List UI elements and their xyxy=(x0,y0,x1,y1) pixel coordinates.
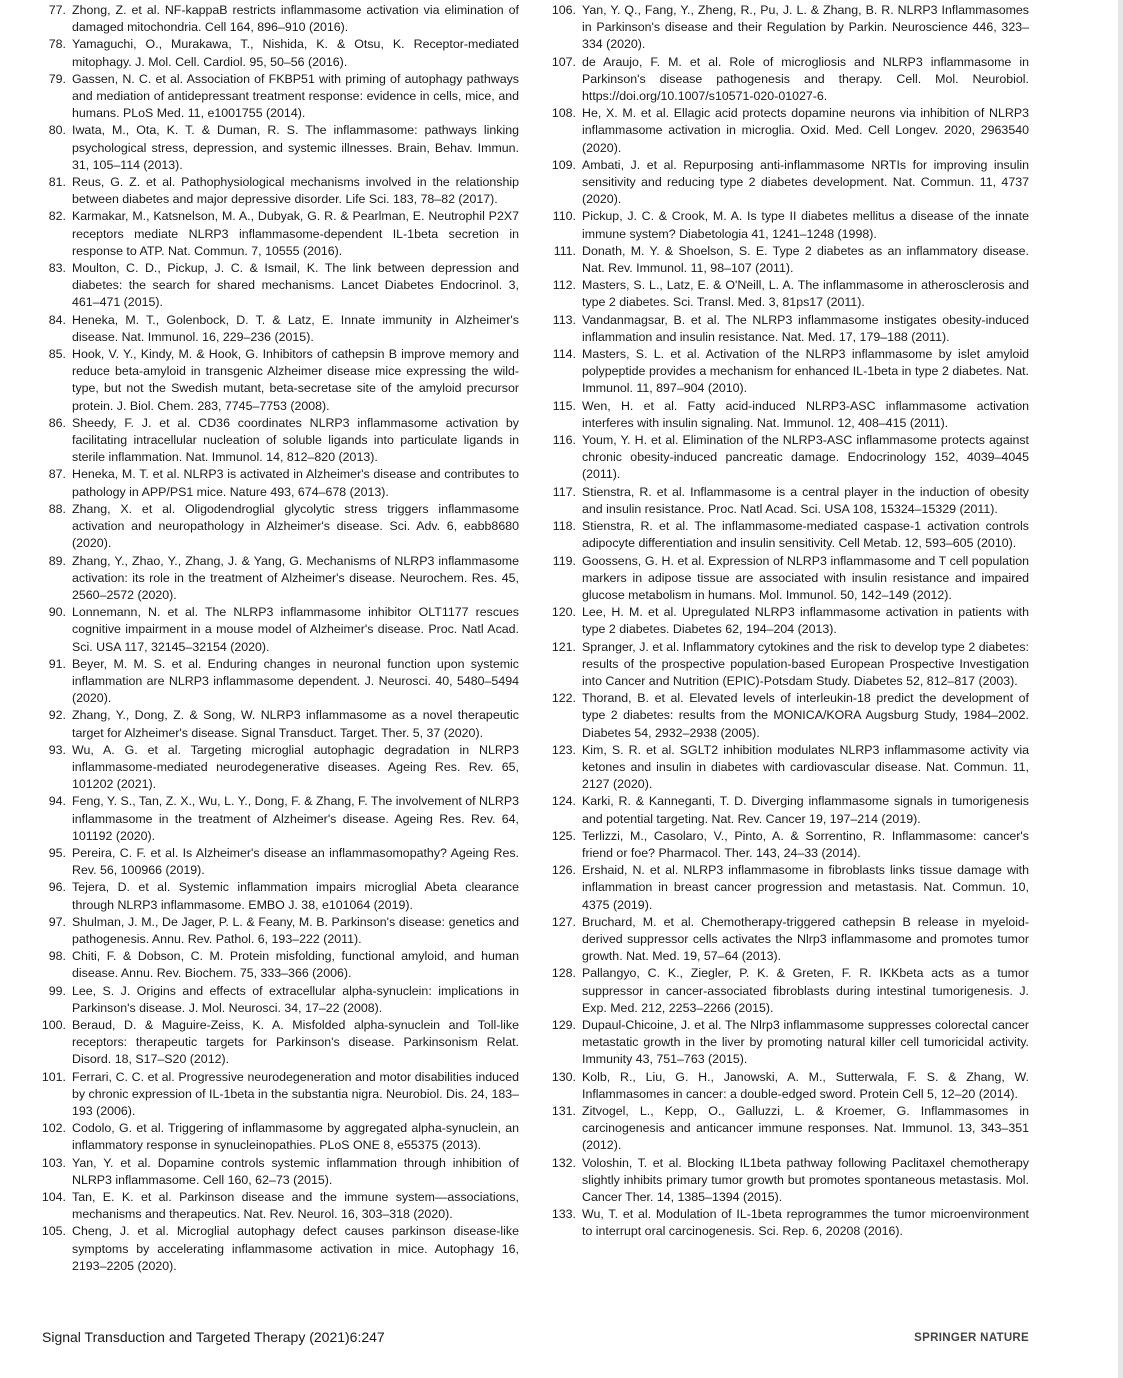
reference-number: 88. xyxy=(48,501,66,516)
reference-number: 120. xyxy=(551,605,576,620)
reference-item xyxy=(548,398,1029,432)
page-edge xyxy=(1118,0,1123,1378)
reference-number: 105. xyxy=(41,1224,66,1239)
reference-number: 100. xyxy=(41,1017,66,1032)
reference-text: Stienstra, R. et al. The inflammasome-mediated caspase-1 activation controls adipocyte differentiation and insulin sensitivity. Cell Metab. 12, 593–605 (2010). xyxy=(582,519,1029,551)
reference-number: 118. xyxy=(552,519,576,534)
reference-number: 113. xyxy=(552,312,576,327)
reference-text: Sheedy, F. J. et al. CD36 coordinates NLRP3 inflammasome activation by facilitating intracellular nucleation of soluble ligands into particulate ligands in sterile inflammation. Nat. Immunol. 14, 812–820 (2013). xyxy=(72,415,519,465)
reference-number: 85. xyxy=(48,347,66,362)
reference-text: Pickup, J. C. & Crook, M. A. Is type II diabetes mellitus a disease of the innate immune system? Diabetologia 41, 1241–1248 (1998). xyxy=(582,209,1029,241)
reference-item xyxy=(548,828,1029,862)
reference-number: 94. xyxy=(48,794,66,809)
reference-number: 106. xyxy=(551,3,576,17)
reference-text: Terlizzi, M., Casolaro, V., Pinto, A. & Sorrentino, R. Inflammasome: cancer's friend or foe? Pharmacol. Ther. 143, 24–33 (2014). xyxy=(582,828,1029,860)
reference-item xyxy=(38,793,519,845)
reference-number: 90. xyxy=(48,605,66,620)
reference-number: 104. xyxy=(41,1190,66,1205)
reference-number: 107. xyxy=(551,54,576,69)
reference-number: 84. xyxy=(48,312,66,327)
reference-text: Dupaul-Chicoine, J. et al. The Nlrp3 inflammasome suppresses colorectal cancer metastatic growth in the liver by promoting natural killer cell tumoricidal activity. Immunity 43, 751–763 (2015). xyxy=(582,1017,1029,1067)
reference-number: 98. xyxy=(48,949,66,964)
reference-number: 86. xyxy=(48,415,66,430)
reference-text: Heneka, M. T., Golenbock, D. T. & Latz, E. Innate immunity in Alzheimer's disease. Nat. Immunol. 16, 229–236 (2015). xyxy=(72,312,519,344)
reference-item xyxy=(38,845,519,879)
reference-text: Pallangyo, C. K., Ziegler, P. K. & Greten, F. R. IKKbeta acts as a tumor suppressor in cancer-associated fibroblasts during intestinal tumorigenesis. J. Exp. Med. 212, 2253–2266 (2015). xyxy=(582,966,1029,1015)
reference-text: Zhong, Z. et al. NF-kappaB restricts inflammasome activation via elimination of damaged mitochondria. Cell 164, 896–910 (2016). xyxy=(72,3,519,35)
reference-number: 95. xyxy=(48,845,66,860)
reference-text: Cheng, J. et al. Microglial autophagy defect causes parkinson disease-like symptoms by accelerating inflammasome activation in mice. Autophagy 16, 2193–2205 (2020). xyxy=(72,1224,519,1273)
reference-text: Kim, S. R. et al. SGLT2 inhibition modulates NLRP3 inflammasome activity via ketones and insulin in diabetes with cardiovascular disease. Nat. Commun. 11, 2127 (2020). xyxy=(582,742,1029,792)
reference-text: Tejera, D. et al. Systemic inflammation impairs microglial Abeta clearance through NLRP3 inflammasome. EMBO J. 38, e101064 (2019). xyxy=(72,880,519,912)
reference-item xyxy=(548,105,1029,157)
reference-text: Wu, T. et al. Modulation of IL-1beta reprogrammes the tumor microenvironment to interrupt oral carcinogenesis. Sci. Rep. 6, 20208 (2016). xyxy=(582,1207,1029,1239)
reference-item xyxy=(38,879,519,913)
reference-item xyxy=(38,1223,519,1275)
reference-item xyxy=(38,1017,519,1069)
reference-number: 109. xyxy=(551,157,576,172)
reference-item xyxy=(548,1155,1029,1207)
reference-item xyxy=(38,553,519,605)
reference-number: 112. xyxy=(552,278,576,293)
reference-item xyxy=(38,466,519,500)
reference-text: Vandanmagsar, B. et al. The NLRP3 inflammasome instigates obesity-induced inflammation and insulin resistance. Nat. Med. 17, 179–188 (2011). xyxy=(582,312,1029,344)
reference-text: Bruchard, M. et al. Chemotherapy-triggered cathepsin B release in myeloid-derived suppressor cells activates the Nlrp3 inflammasome and promotes tumor growth. Nat. Med. 19, 57–64 (2013). xyxy=(582,914,1029,964)
reference-text: Iwata, M., Ota, K. T. & Duman, R. S. The inflammasome: pathways linking psychological stress, depression, and systemic illnesses. Brain, Behav. Immun. 31, 105–114 (2013). xyxy=(72,123,519,172)
reference-number: 92. xyxy=(48,708,66,723)
reference-item xyxy=(38,415,519,467)
reference-item xyxy=(548,312,1029,346)
reference-text: Pereira, C. F. et al. Is Alzheimer's disease an inflammasomopathy? Ageing Res. Rev. 56, 100966 (2019). xyxy=(72,845,519,878)
reference-number: 110. xyxy=(552,209,576,224)
reference-text: Wen, H. et al. Fatty acid-induced NLRP3-ASC inflammasome activation interferes with insulin signaling. Nat. Immunol. 12, 408–415 (2011). xyxy=(582,398,1029,430)
reference-number: 87. xyxy=(48,467,66,482)
reference-text: Youm, Y. H. et al. Elimination of the NLRP3-ASC inflammasome protects against chronic obesity-induced pancreatic damage. Endocrinology 152, 4039–4045 (2011). xyxy=(582,433,1029,482)
reference-text: Hook, V. Y., Kindy, M. & Hook, G. Inhibitors of cathepsin B improve memory and reduce beta-amyloid in transgenic Alzheimer disease mice expressing the wild-type, but not the Swedish mutant, beta-secretase site of the amyloid precursor protein. J. Biol. Chem. 283, 7745–7753 (2008). xyxy=(72,347,519,413)
reference-number: 116. xyxy=(552,433,576,448)
reference-number: 82. xyxy=(48,209,66,224)
reference-number: 123. xyxy=(551,742,576,757)
reference-text: Stienstra, R. et al. Inflammasome is a central player in the induction of obesity and insulin resistance. Proc. Natl Acad. Sci. USA 108, 15324–15329 (2011). xyxy=(582,484,1029,516)
reference-text: Donath, M. Y. & Shoelson, S. E. Type 2 diabetes as an inflammatory disease. Nat. Rev. Immunol. 11, 98–107 (2011). xyxy=(582,243,1029,276)
reference-text: Chiti, F. & Dobson, C. M. Protein misfolding, functional amyloid, and human disease. Annu. Rev. Biochem. 75, 333–366 (2006). xyxy=(72,949,519,981)
reference-text: Wu, A. G. et al. Targeting microglial autophagic degradation in NLRP3 inflammasome-mediated neurodegenerative diseases. Ageing Res. Rev. 65, 101202 (2021). xyxy=(72,742,519,792)
reference-item xyxy=(548,742,1029,794)
reference-number: 93. xyxy=(48,742,66,757)
reference-item xyxy=(38,71,519,123)
reference-number: 111. xyxy=(553,243,576,258)
reference-item xyxy=(38,656,519,708)
reference-number: 97. xyxy=(48,914,66,929)
reference-text: Moulton, C. D., Pickup, J. C. & Ismail, K. The link between depression and diabetes: the search for shared mechanisms. Lancet Diabetes Endocrinol. 3, 461–471 (2015). xyxy=(72,261,519,310)
reference-item xyxy=(548,1206,1029,1240)
journal-citation: Signal Transduction and Targeted Therapy (2021)6:247 xyxy=(42,1329,385,1345)
reference-item xyxy=(548,553,1029,605)
reference-item xyxy=(548,157,1029,209)
reference-number: 102. xyxy=(41,1121,66,1136)
reference-number: 132. xyxy=(551,1155,576,1170)
reference-item xyxy=(38,122,519,174)
reference-text: Reus, G. Z. et al. Pathophysiological mechanisms involved in the relationship between diabetes and major depressive disorder. Life Sci. 183, 78–82 (2017). xyxy=(72,175,519,207)
reference-number: 125. xyxy=(551,828,576,843)
reference-text: Beraud, D. & Maguire-Zeiss, K. A. Misfolded alpha-synuclein and Toll-like receptors: therapeutic targets for Parkinson's disease. Parkinsonism Relat. Disord. 18, S17–S20 (2012). xyxy=(72,1017,519,1067)
reference-number: 103. xyxy=(41,1155,66,1170)
reference-number: 128. xyxy=(551,966,576,981)
reference-item xyxy=(38,1069,519,1121)
reference-item xyxy=(548,484,1029,518)
reference-item xyxy=(38,208,519,260)
reference-text: Goossens, G. H. et al. Expression of NLRP3 inflammasome and T cell population markers in adipose tissue are associated with insulin resistance and impaired glucose metabolism in humans. Mol. Immunol. 50, 142–149 (2012). xyxy=(582,553,1029,602)
reference-item xyxy=(548,54,1029,106)
reference-item xyxy=(548,432,1029,484)
reference-item xyxy=(38,312,519,346)
reference-item xyxy=(38,1155,519,1189)
reference-number: 117. xyxy=(552,484,576,499)
reference-text: Zhang, Y., Dong, Z. & Song, W. NLRP3 inflammasome as a novel therapeutic target for Alzheimer's disease. Signal Transduct. Target. Ther. 5, 37 (2020). xyxy=(72,708,519,740)
reference-number: 130. xyxy=(551,1069,576,1084)
reference-item xyxy=(548,243,1029,277)
reference-text: Masters, S. L. et al. Activation of the NLRP3 inflammasome by islet amyloid polypeptide provides a mechanism for enhanced IL-1beta in type 2 diabetes. Nat. Immunol. 11, 897–904 (2010). xyxy=(582,347,1029,396)
reference-number: 81. xyxy=(48,175,66,190)
reference-text: Codolo, G. et al. Triggering of inflammasome by aggregated alpha-synuclein, an inflammatory response in synucleinopathies. PLoS ONE 8, e55375 (2013). xyxy=(72,1121,519,1153)
reference-number: 78. xyxy=(48,37,66,52)
reference-item xyxy=(38,36,519,70)
reference-item xyxy=(548,862,1029,914)
reference-item xyxy=(548,277,1029,311)
reference-number: 83. xyxy=(48,261,66,276)
reference-item xyxy=(548,346,1029,398)
reference-text: de Araujo, F. M. et al. Role of microgliosis and NLRP3 inflammasome in Parkinson's disease pathogenesis and therapy. Cell. Mol. Neurobiol. https://doi.org/10.1007/s10571-020-01027-6. xyxy=(582,54,1029,104)
reference-item xyxy=(548,793,1029,827)
reference-text: Masters, S. L., Latz, E. & O'Neill, L. A. The inflammasome in atherosclerosis and type 2 diabetes. Sci. Transl. Med. 3, 81ps17 (2011). xyxy=(582,278,1029,310)
reference-item xyxy=(548,965,1029,1017)
reference-text: Yan, Y. Q., Fang, Y., Zheng, R., Pu, J. L. & Zhang, B. R. NLRP3 Inflammasomes in Parkinson's disease and their Regulation by Parkin. Neuroscience 446, 323–334 (2020). xyxy=(582,3,1029,52)
reference-item xyxy=(38,983,519,1017)
reference-number: 126. xyxy=(551,863,576,878)
reference-text: Feng, Y. S., Tan, Z. X., Wu, L. Y., Dong, F. & Zhang, F. The involvement of NLRP3 inflammasome in the treatment of Alzheimer's disease. Ageing Res. Rev. 64, 101192 (2020). xyxy=(72,794,519,843)
reference-number: 108. xyxy=(551,106,576,121)
reference-text: Spranger, J. et al. Inflammatory cytokines and the risk to develop type 2 diabetes: results of the prospective population-based European Prospective Investigation into Cancer and Nutrition (EPIC)-Potsdam Study. Diabetes 52, 812–817 (2003). xyxy=(582,639,1029,688)
reference-number: 99. xyxy=(48,983,66,998)
reference-item xyxy=(548,604,1029,638)
reference-item xyxy=(548,690,1029,742)
reference-number: 133. xyxy=(551,1207,576,1222)
reference-item xyxy=(548,639,1029,691)
reference-number: 127. xyxy=(551,914,576,929)
reference-text: Kolb, R., Liu, G. H., Janowski, A. M., Sutterwala, F. S. & Zhang, W. Inflammasomes in cancer: a double-edged sword. Protein Cell 5, 12–20 (2014). xyxy=(582,1069,1029,1101)
reference-number: 91. xyxy=(48,656,66,671)
reference-text: Lonnemann, N. et al. The NLRP3 inflammasome inhibitor OLT1177 rescues cognitive impairment in a mouse model of Alzheimer's disease. Proc. Natl Acad. Sci. USA 117, 32145–32154 (2020). xyxy=(72,605,519,654)
reference-item xyxy=(548,518,1029,552)
reference-number: 114. xyxy=(552,347,576,362)
reference-text: Ferrari, C. C. et al. Progressive neurodegeneration and motor disabilities induced by chronic expression of IL-1beta in the substantia nigra. Neurobiol. Dis. 24, 183–193 (2006). xyxy=(72,1069,520,1118)
reference-text: Yamaguchi, O., Murakawa, T., Nishida, K. & Otsu, K. Receptor-mediated mitophagy. J. Mol. Cell. Cardiol. 95, 50–56 (2016). xyxy=(72,37,519,69)
reference-text: He, X. M. et al. Ellagic acid protects dopamine neurons via inhibition of NLRP3 inflammasome activation in microglia. Oxid. Med. Cell Longev. 2020, 2963540 (2020). xyxy=(582,106,1029,155)
reference-text: Zhang, X. et al. Oligodendroglial glycolytic stress triggers inflammasome activation and neuropathology in Alzheimer's disease. Sci. Adv. 6, eabb8680 (2020). xyxy=(72,501,519,551)
reference-text: Zitvogel, L., Kepp, O., Galluzzi, L. & Kroemer, G. Inflammasomes in carcinogenesis and anticancer immune responses. Nat. Immunol. 13, 343–351 (2012). xyxy=(582,1104,1029,1153)
reference-item xyxy=(38,604,519,656)
reference-item xyxy=(548,914,1029,966)
references-right-column xyxy=(548,2,1029,1241)
reference-number: 96. xyxy=(48,880,66,895)
reference-number: 121. xyxy=(551,639,576,654)
reference-item xyxy=(38,174,519,208)
reference-item xyxy=(548,2,1029,54)
reference-text: Gassen, N. C. et al. Association of FKBP51 with priming of autophagy pathways and mediation of antidepressant treatment response: evidence in cells, mice, and humans. PLoS Med. 11, e1001755 (2014). xyxy=(72,71,519,121)
reference-item xyxy=(38,707,519,741)
reference-text: Thorand, B. et al. Elevated levels of interleukin-18 predict the development of type 2 diabetes: results from the MONICA/KORA Augsburg Study, 1984–2002. Diabetes 54, 2932–2938 (2005). xyxy=(582,691,1029,740)
reference-number: 89. xyxy=(48,553,66,568)
reference-number: 122. xyxy=(551,691,576,706)
reference-item xyxy=(38,1189,519,1223)
reference-text: Shulman, J. M., De Jager, P. L. & Feany, M. B. Parkinson's disease: genetics and pathogenesis. Annu. Rev. Pathol. 6, 193–222 (2011). xyxy=(72,914,519,946)
reference-text: Heneka, M. T. et al. NLRP3 is activated in Alzheimer's disease and contributes to pathology in APP/PS1 mice. Nature 493, 674–678 (2013). xyxy=(72,467,519,499)
reference-text: Beyer, M. M. S. et al. Enduring changes in neuronal function upon systemic inflammation are NLRP3 inflammasome dependent. J. Neurosci. 40, 5480–5494 (2020). xyxy=(72,656,519,706)
reference-item xyxy=(38,2,519,36)
reference-number: 101. xyxy=(41,1069,66,1084)
reference-item xyxy=(38,1120,519,1154)
reference-number: 124. xyxy=(551,794,576,809)
reference-text: Lee, S. J. Origins and effects of extracellular alpha-synuclein: implications in Parkinson's disease. J. Mol. Neurosci. 34, 17–22 (2008). xyxy=(72,983,519,1015)
reference-text: Ambati, J. et al. Repurposing anti-inflammasome NRTIs for improving insulin sensitivity and reducing type 2 diabetes development. Nat. Commun. 11, 4737 (2020). xyxy=(582,157,1029,207)
publisher-logo: SPRINGER NATURE xyxy=(914,1332,1029,1344)
reference-text: Voloshin, T. et al. Blocking IL1beta pathway following Paclitaxel chemotherapy slightly inhibits primary tumor growth but promotes spontaneous metastasis. Mol. Cancer Ther. 14, 1385–1394 (2015). xyxy=(582,1155,1029,1205)
reference-item xyxy=(548,1069,1029,1103)
reference-number: 79. xyxy=(48,71,66,86)
reference-item xyxy=(38,914,519,948)
reference-item xyxy=(548,1103,1029,1155)
reference-item xyxy=(548,208,1029,242)
reference-text: Yan, Y. et al. Dopamine controls systemic inflammation through inhibition of NLRP3 inflammasome. Cell 160, 62–73 (2015). xyxy=(72,1155,519,1187)
reference-item xyxy=(38,346,519,415)
reference-text: Karki, R. & Kanneganti, T. D. Diverging inflammasome signals in tumorigenesis and potential targeting. Nat. Rev. Cancer 19, 197–214 (2019). xyxy=(582,794,1029,826)
references-left-column xyxy=(38,2,519,1275)
reference-number: 119. xyxy=(552,553,576,568)
reference-item xyxy=(548,1017,1029,1069)
reference-number: 115. xyxy=(552,398,576,413)
reference-number: 131. xyxy=(551,1104,576,1118)
reference-text: Karmakar, M., Katsnelson, M. A., Dubyak, G. R. & Pearlman, E. Neutrophil P2X7 receptors mediate NLRP3 inflammasome-dependent IL-1beta secretion in response to ATP. Nat. Commun. 7, 10555 (2016). xyxy=(72,209,519,258)
reference-item xyxy=(38,260,519,312)
reference-item xyxy=(38,948,519,982)
reference-item xyxy=(38,742,519,794)
reference-text: Ershaid, N. et al. NLRP3 inflammasome in fibroblasts links tissue damage with inflammation in breast cancer progression and metastasis. Nat. Commun. 10, 4375 (2019). xyxy=(582,863,1029,912)
reference-text: Lee, H. M. et al. Upregulated NLRP3 inflammasome activation in patients with type 2 diabetes. Diabetes 62, 194–204 (2013). xyxy=(582,605,1029,637)
reference-number: 77. xyxy=(48,3,66,17)
reference-item xyxy=(38,501,519,553)
reference-text: Zhang, Y., Zhao, Y., Zhang, J. & Yang, G. Mechanisms of NLRP3 inflammasome activation: its role in the treatment of Alzheimer's disease. Neurochem. Res. 45, 2560–2572 (2020). xyxy=(72,553,519,602)
reference-number: 129. xyxy=(551,1017,576,1032)
reference-number: 80. xyxy=(48,123,66,138)
reference-text: Tan, E. K. et al. Parkinson disease and the immune system—associations, mechanisms and therapeutics. Nat. Rev. Neurol. 16, 303–318 (2020). xyxy=(72,1190,519,1222)
